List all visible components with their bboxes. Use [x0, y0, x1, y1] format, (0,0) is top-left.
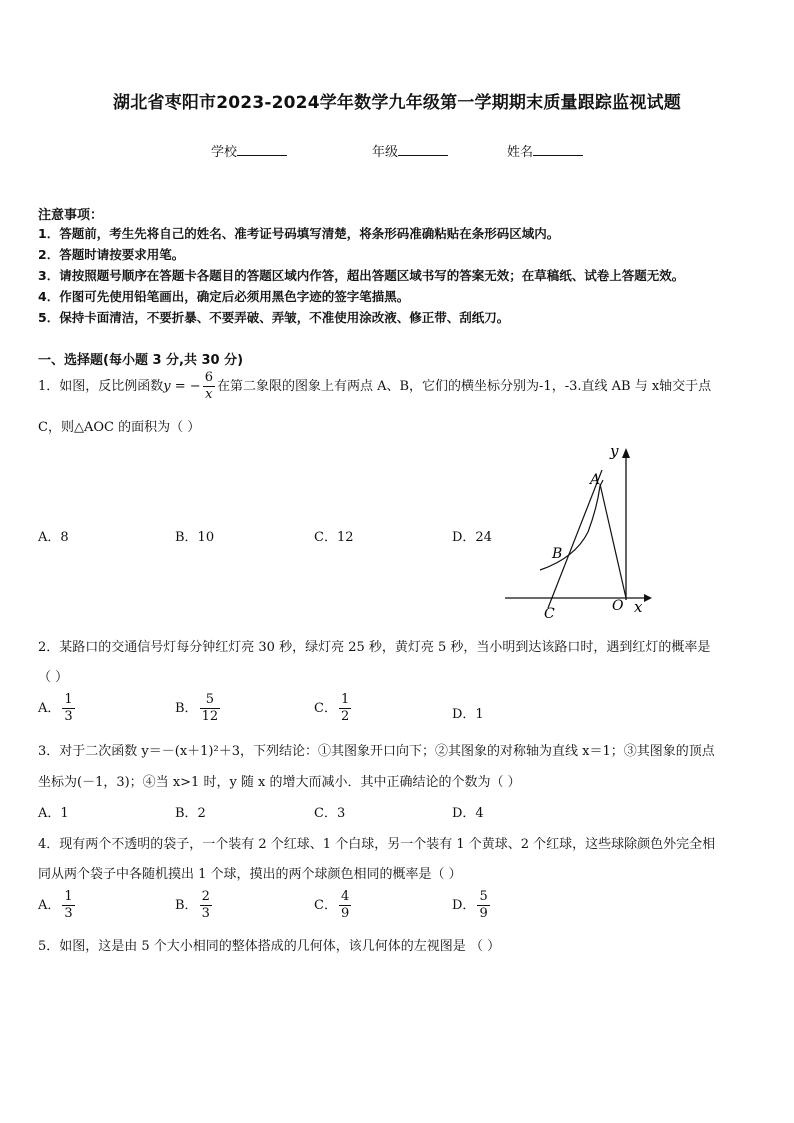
- x-axis-arrow: [644, 594, 652, 602]
- name-label: 姓名: [507, 145, 534, 160]
- q4-option-b-label: B．: [175, 898, 198, 913]
- section-title: 一、选择题(每小题 3 分,共 30 分): [38, 353, 244, 368]
- grade-blank: [398, 143, 448, 156]
- q1-option-b: B．10: [175, 530, 215, 545]
- frac-den: 2: [340, 709, 350, 724]
- q3-line1: 3．对于二次函数 y＝－(x＋1)²＋3，下列结论：①其图象开口向下；②其图象的对称轴为直线 x＝1；③其图象的顶点: [38, 744, 715, 759]
- line-ab: [548, 470, 602, 608]
- q4-option-a: [38, 889, 77, 922]
- q2-line1: 2．某路口的交通信号灯每分钟红灯亮 30 秒，绿灯亮 25 秒，黄灯亮 5 秒，当小明到达该路口时，遇到红灯的概率是: [38, 640, 711, 655]
- q3-option-b: B．2: [175, 806, 206, 821]
- frac-num: 5: [479, 889, 488, 904]
- frac-den: 12: [201, 709, 219, 724]
- q5-line1: 5．如图，这是由 5 个大小相同的整体搭成的几何体，该几何体的左视图是 （ ）: [38, 939, 501, 954]
- q1-suffix: 在第二象限的图象上有两点 A、B，它们的横坐标分别为-1，-3.直线 AB 与 x轴交于点: [216, 379, 712, 394]
- note-item: 4．作图可先使用铅笔画出，确定后必须用黑色字迹的签字笔描黑。: [38, 289, 410, 304]
- q4-line2: 同从两个袋子中各随机摸出 1 个球，摸出的两个球颜色相同的概率是（ ）: [38, 867, 462, 882]
- q2-option-b: [175, 692, 222, 725]
- q1-option-a: A．8: [38, 530, 69, 545]
- q4-option-a-label: A．: [38, 898, 61, 913]
- x-label: x: [634, 598, 643, 616]
- q2-line2: （ ）: [38, 670, 69, 685]
- q4-option-c: [314, 889, 353, 922]
- frac-den: 9: [340, 906, 350, 921]
- q1-frac-den: x: [205, 387, 213, 402]
- note-item: 5．保持卡面清洁，不要折暴、不要弄破、弄皱，不准使用涂改液、修正带、刮纸刀。: [38, 310, 510, 325]
- q3-option-a: A．1: [38, 806, 69, 821]
- q2-option-a-label: A．: [38, 701, 61, 716]
- q4-option-b: [175, 889, 214, 922]
- grade-label: 年级: [372, 145, 399, 160]
- q1-frac-num: 6: [204, 370, 213, 385]
- q4-option-d-label: D．: [452, 898, 476, 913]
- name-blank: [533, 143, 583, 156]
- q2-option-c-label: C．: [314, 701, 337, 716]
- point-c-label: C: [544, 606, 555, 620]
- point-b-label: B: [552, 546, 563, 562]
- origin-label: O: [612, 598, 624, 614]
- school-blank: [237, 143, 287, 156]
- q1-option-d: D．24: [452, 530, 492, 545]
- q4-option-a-frac: [62, 889, 74, 922]
- q2-option-a-frac: [62, 692, 74, 725]
- q3-option-d: D．4: [452, 806, 484, 821]
- q3-option-c: C．3: [314, 806, 346, 821]
- q4-option-d-frac: [477, 889, 489, 922]
- q1-option-c: C．12: [314, 530, 354, 545]
- q1-line1: [38, 370, 711, 403]
- q4-option-c-label: C．: [314, 898, 337, 913]
- note-item: 1．答题前，考生先将自己的姓名、准考证号码填写清楚，将条形码准确粘贴在条形码区域内。: [38, 226, 560, 241]
- q1-prefix: 1．如图，反比例函数: [38, 379, 164, 394]
- frac-den: 3: [64, 709, 73, 724]
- y-axis-arrow: [622, 448, 630, 458]
- y-label: y: [610, 442, 619, 460]
- segment-ao: [600, 484, 626, 598]
- q2-option-d: D．1: [452, 707, 484, 722]
- frac-num: 2: [201, 889, 210, 904]
- frac-num: 1: [64, 889, 73, 904]
- q4-option-b-frac: [200, 889, 212, 922]
- grade-field: [372, 141, 448, 160]
- name-field: [507, 141, 583, 160]
- note-item: 2．答题时请按要求用笔。: [38, 247, 185, 262]
- q1-line2: C，则△AOC 的面积为（ ）: [38, 420, 201, 435]
- school-field: [211, 141, 287, 160]
- q2-option-c: [314, 692, 353, 725]
- frac-den: 9: [479, 906, 488, 921]
- q2-option-c-frac: [339, 692, 351, 725]
- notes-heading: 注意事项：: [38, 208, 104, 223]
- q4-option-c-frac: [339, 889, 351, 922]
- page-title: 湖北省枣阳市2023-2024学年数学九年级第一学期期末质量跟踪监视试题: [113, 93, 681, 113]
- point-a-label: A: [590, 472, 601, 488]
- frac-num: 1: [340, 692, 350, 707]
- q2-option-b-frac: [200, 692, 221, 725]
- q1-fraction: [203, 370, 215, 403]
- q3-line2: 坐标为(－1，3)；④当 x>1 时，y 随 x 的增大而减小．其中正确结论的个数为（ ）: [38, 775, 521, 790]
- q1-func-lhs: y = −: [163, 379, 201, 394]
- q4-line1: 4．现有两个不透明的袋子，一个装有 2 个红球、1 个白球，另一个装有 1 个黄球、2 个红球，这些球除颜色外完全相: [38, 837, 716, 852]
- school-label: 学校: [211, 145, 238, 160]
- frac-num: 4: [340, 889, 350, 904]
- frac-den: 3: [64, 906, 73, 921]
- frac-num: 5: [200, 692, 221, 709]
- q1-figure: [500, 440, 660, 620]
- hyperbola-curve: [540, 480, 603, 570]
- q4-option-d: [452, 889, 492, 922]
- note-item: 3．请按照题号顺序在答题卡各题目的答题区域内作答，超出答题区域书写的答案无效；在草稿纸、试卷上答题无效。: [38, 268, 685, 283]
- frac-num: 1: [64, 692, 73, 707]
- frac-den: 3: [201, 906, 210, 921]
- q2-option-b-label: B．: [175, 701, 198, 716]
- q2-option-a: [38, 692, 77, 725]
